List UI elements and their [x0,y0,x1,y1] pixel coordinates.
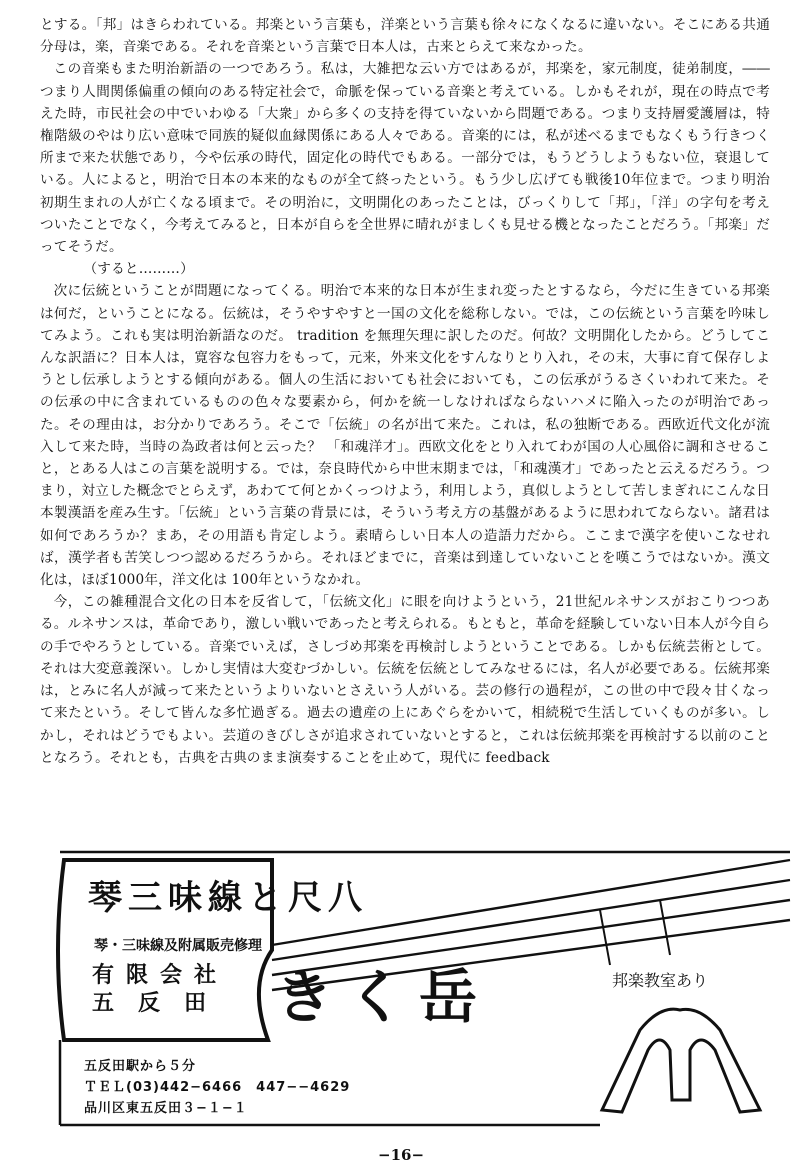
shakuhachi-shape [602,1009,760,1112]
paragraph-aside: （すると………） [83,261,194,278]
paragraph-renaissance: 今，この雑種混合文化の日本を反省して，「伝統文化」に眼を向けようという，21世紀ルネサンスがおこりつつある。ルネサンスは，革命であり，激しい戦いであったと考えられる。もともと，革命を経験していない日本人が今自らの手でやろうとしている。音楽でいえば，さしづめ邦楽を再検討しようということである。しかも伝統芸術として。それは大変意義深い。しかし実情は大変むづかしい。伝統を伝統としてみなせるには，名人が必要である。伝統邦楽は，とみに名人が減って来たというよりいないとさえいう人がいる。芸の修行の過程が，この世の中で段々甘くなって来たという。そして皆んな多忙過ぎる。過去の遺産の上にあぐらをかいて，相続税で生活していくものが多い。しかし，それはどうでもよい。芸道のきびしさが追求されていないとすると，これは伝統邦楽を再検討する以前のこととなろう。それとも，古典を古典のまま演奏することを止めて，現代に feedback [40,594,770,766]
paragraph-intro: とする。「邦」はきらわれている。邦楽という言葉も，洋楽という言葉も徐々になくなるに違いない。そこにある共通分母は，楽，音楽である。それを音楽という言葉で日本人は，古来とらえて来なかった。 [40,17,770,56]
page-number: −16− [378,1146,425,1164]
ad-address-line-2: ＴＥＬ(03)442−6466 447−−4629 [84,1080,351,1095]
paragraph-tradition: 次に伝統ということが問題になってくる。明治で本来的な日本が生まれ変ったとするなら，今だに生きている邦楽は何だ，ということになる。伝統は，そうやすやすと一国の文化を総称しない。では，この伝統という言葉を吟味してみよう。これも実は明治新語なのだ。 tradition を無理矢理に訳したのだ。何故？文明開化したから。どうしてこんな訳語に？日本人は，寛容な包容力をもって，元来，外来文化をすんなりとり入れ，その末，大事に育て保存しようとし伝承しようとする傾向がある。個人の生活においても社会においても，この伝承がうるさくいわれて来た。その伝承の中に含まれているものの色々な要素から，何かを統一しなければならないハメに陥入ったのが明治であった。その理由は，お分かりであろう。そこで「伝統」の名が出て来た。これは，私の独断である。西欧近代文化が流入して来た時，当時の為政者は何と云った？ 「和魂洋才」。西欧文化をとり入れてわが国の人心風俗に調和させること，とある人はこの言葉を説明する。では，奈良時代から中世末期までは，「和魂漢才」であったと云えるだろう。つまり，対立した概念でとらえず，あわてて何とかくっつけよう，利用しよう，真似しようとして苦しまぎれにこんな日本製漢語を産み生す。「伝統」という言葉の背景には，そういう考え方の基盤があるように思われてならない。諸君は如何であろうか？まあ，その用語も肯定しよう。素晴らしい日本人の造語力だから。ここまで漢字を使いこなせれば，漢学者も苦笑しつつ認めるだろうから。それほどまでに，音楽は到達していないことを嘆こうではないか。漢文化は，ほぼ1000年，洋文化は 100年というなかれ。 [40,283,770,589]
paragraph-music: この音楽もまた明治新語の一つであろう。私は，大雑把な云い方ではあるが，邦楽を，家元制度，徒弟制度，――つまり人間関係偏重の傾向のある特定社会で，命脈を保っている音楽と考えている。しかもそれが，現在の時点で考えた時，市民社会の中でいわゆる「大衆」から多くの支持を得ていないから問題である。つまり支持層愛護層は，特権階級のやはり広い意味で同族的疑似血縁関係にある人々である。音楽的には，私が述べるまでもなくもう行きつく所まで来た状態であり，今や伝承の時代，固定化の時代でもある。一部分では，もうどうしようもない位，衰退している。人によると，明治で日本の本来的なものが全て終ったという。もう少し広げても戦後10年位まで。つまり明治初期生まれの人が亡くなる頃まで。その明治に，文明開化のあったことは，びっくりして「邦」，「洋」の字句を考えついたことでなく，今考えてみると，日本が自らを全世界に晴れがましくも見せる機となったことだろう。「邦楽」だってそうだ。 [40,61,770,256]
ad-side-note: 邦楽教室あり [612,971,709,990]
ad-shop-name: きく岳 [275,963,492,1031]
ad-address-line-3: 品川区東五反田３−１−１ [84,1101,248,1116]
ad-headline: 琴三味線と尺八 [88,878,368,918]
ad-address-line-1: 五反田駅から５分 [84,1059,197,1074]
ad-subline: 琴・三味線及附属販売修理 [94,938,262,954]
ad-location: 五反田 [92,991,231,1016]
ad-company-type: 有限会社 [92,963,229,988]
